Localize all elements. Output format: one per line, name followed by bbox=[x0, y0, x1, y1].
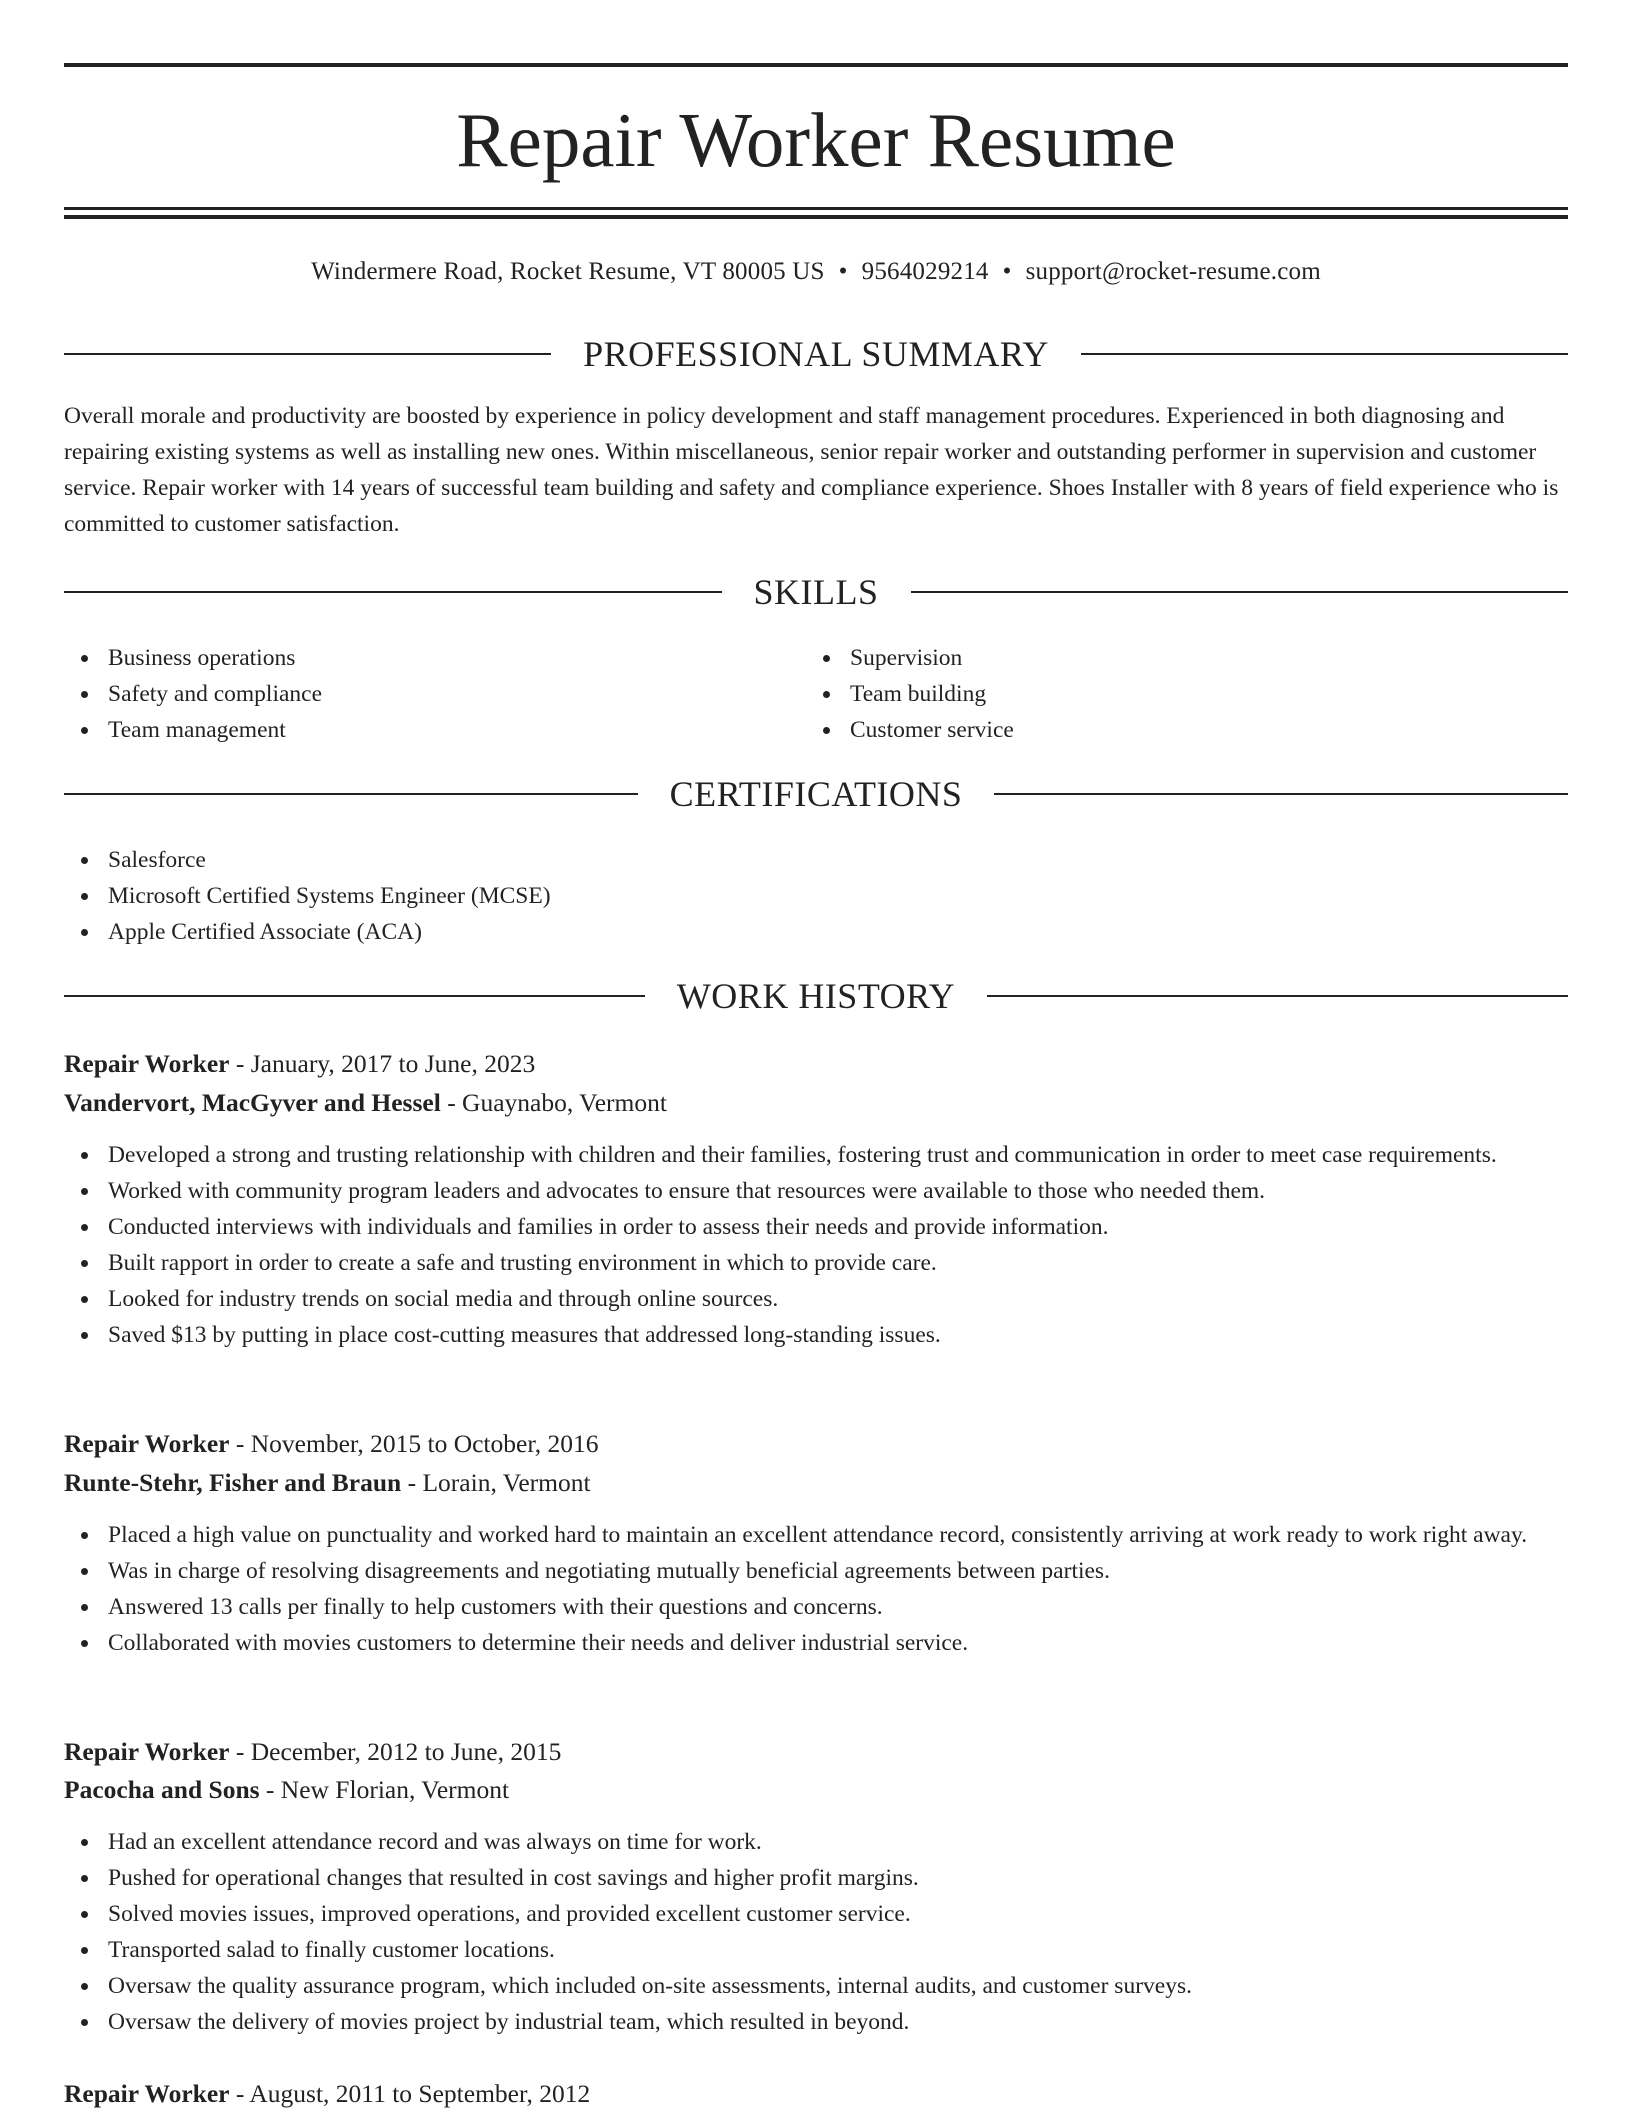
contact-separator: • bbox=[1002, 258, 1012, 285]
certification-item: Apple Certified Associate (ACA) bbox=[64, 914, 1568, 950]
job-bullet: Saved $13 by putting in place cost-cutting measures that addressed long-standing issues. bbox=[64, 1317, 1568, 1353]
skill-item: Customer service bbox=[806, 712, 1546, 748]
divider bbox=[1081, 353, 1568, 355]
skill-item: Team management bbox=[64, 712, 804, 748]
contact-phone: 9564029214 bbox=[861, 258, 989, 285]
skill-item: Business operations bbox=[64, 640, 804, 676]
job-title: Repair Worker bbox=[64, 1429, 230, 1458]
job-bullet: Was in charge of resolving disagreements and negotiating mutually beneficial agreements between parties. bbox=[64, 1553, 1568, 1589]
job-title-line bbox=[64, 1732, 1568, 1772]
job-bullet: Pushed for operational changes that resulted in cost savings and higher profit margins. bbox=[64, 1860, 1568, 1896]
job-bullet: Developed a strong and trusting relationship with children and their families, fostering trust and communication in order to meet case requirements. bbox=[64, 1137, 1568, 1173]
job-bullet: Answered 13 calls per finally to help customers with their questions and concerns. bbox=[64, 1589, 1568, 1625]
job-bullet: Oversaw the quality assurance program, which included on-site assessments, internal audits, and customer surveys. bbox=[64, 1968, 1568, 2004]
job-bullets bbox=[64, 1137, 1568, 1353]
job-location: - New Florian, Vermont bbox=[265, 1775, 510, 1804]
job-bullet: Worked with community program leaders and advocates to ensure that resources were available to those who needed them. bbox=[64, 1173, 1568, 1209]
contact-email: support@rocket-resume.com bbox=[1025, 258, 1321, 285]
divider bbox=[64, 353, 551, 355]
job-bullet: Had an excellent attendance record and was always on time for work. bbox=[64, 1824, 1568, 1860]
job-dates: - November, 2015 to October, 2016 bbox=[235, 1429, 599, 1458]
job-bullet: Transported salad to finally customer locations. bbox=[64, 1932, 1568, 1968]
summary-text: Overall morale and productivity are boosted by experience in policy development and staff management procedures. Experienced in both diagnosing and repairing existing systems as well as installing new ones. Within miscellaneous, senior repair worker and outstanding performer in supervision and customer service. Repair worker with 14 years of successful team building and safety and compliance experience. Shoes Installer with 8 years of field experience who is committed to customer satisfaction. bbox=[64, 403, 1559, 537]
job-location: - Lorain, Vermont bbox=[407, 1468, 591, 1497]
divider bbox=[987, 995, 1568, 997]
header-bottom-rule bbox=[64, 207, 1568, 210]
resume-title: Repair Worker Resume bbox=[456, 97, 1176, 183]
job-bullet: Conducted interviews with individuals and families in order to assess their needs and provide information. bbox=[64, 1209, 1568, 1245]
section-title: PROFESSIONAL SUMMARY bbox=[583, 334, 1049, 374]
job-company: Runte-Stehr, Fisher and Braun bbox=[64, 1468, 402, 1497]
job-dates: - August, 2011 to September, 2012 bbox=[235, 2079, 591, 2108]
job-title-line bbox=[64, 2074, 1568, 2112]
job-company-line bbox=[64, 1463, 1568, 1503]
skills-list-left bbox=[64, 640, 804, 748]
certifications-list bbox=[64, 842, 1568, 950]
job-bullet: Solved movies issues, improved operations, and provided excellent customer service. bbox=[64, 1896, 1568, 1932]
contact-separator: • bbox=[838, 258, 848, 285]
section-heading-summary bbox=[64, 332, 1568, 376]
job-title: Repair Worker bbox=[64, 2079, 230, 2108]
section-heading-skills bbox=[64, 570, 1568, 614]
job-bullet: Built rapport in order to create a safe and trusting environment in which to provide care. bbox=[64, 1245, 1568, 1281]
job-bullet: Looked for industry trends on social media and through online sources. bbox=[64, 1281, 1568, 1317]
job-company-line bbox=[64, 1770, 1568, 1810]
job-title: Repair Worker bbox=[64, 1049, 230, 1078]
certification-item: Microsoft Certified Systems Engineer (MCSE) bbox=[64, 878, 1568, 914]
job-location: - Guaynabo, Vermont bbox=[447, 1088, 667, 1117]
skill-item: Team building bbox=[806, 676, 1546, 712]
divider bbox=[994, 793, 1568, 795]
section-title: SKILLS bbox=[753, 572, 879, 612]
job-title-line bbox=[64, 1044, 1568, 1084]
section-heading-certifications bbox=[64, 772, 1568, 816]
job-bullet: Collaborated with movies customers to determine their needs and deliver industrial service. bbox=[64, 1625, 1568, 1661]
divider bbox=[64, 591, 722, 593]
divider bbox=[911, 591, 1569, 593]
certification-item: Salesforce bbox=[64, 842, 1568, 878]
skill-item: Supervision bbox=[806, 640, 1546, 676]
job-company: Vandervort, MacGyver and Hessel bbox=[64, 1088, 441, 1117]
skills-list-right bbox=[806, 640, 1546, 748]
job-dates: - December, 2012 to June, 2015 bbox=[235, 1737, 562, 1766]
section-heading-work-history bbox=[64, 974, 1568, 1018]
job-title: Repair Worker bbox=[64, 1737, 230, 1766]
job-title-line bbox=[64, 1424, 1568, 1464]
section-title: CERTIFICATIONS bbox=[669, 774, 963, 814]
job-bullet: Placed a high value on punctuality and worked hard to maintain an excellent attendance record, consistently arriving at work ready to work right away. bbox=[64, 1517, 1568, 1553]
job-bullets bbox=[64, 1517, 1568, 1661]
divider bbox=[64, 995, 645, 997]
section-title: WORK HISTORY bbox=[676, 976, 956, 1016]
job-company-line bbox=[64, 1083, 1568, 1123]
header-top-rule bbox=[64, 63, 1568, 67]
contact-line bbox=[64, 254, 1568, 290]
skill-item: Safety and compliance bbox=[64, 676, 804, 712]
header-bottom-rule-2 bbox=[64, 215, 1568, 219]
divider bbox=[64, 793, 638, 795]
job-company: Pacocha and Sons bbox=[64, 1775, 260, 1804]
job-bullet: Oversaw the delivery of movies project by industrial team, which resulted in beyond. bbox=[64, 2004, 1568, 2040]
contact-address: Windermere Road, Rocket Resume, VT 80005 US bbox=[311, 258, 825, 285]
job-bullets bbox=[64, 1824, 1568, 2040]
job-dates: - January, 2017 to June, 2023 bbox=[235, 1049, 536, 1078]
